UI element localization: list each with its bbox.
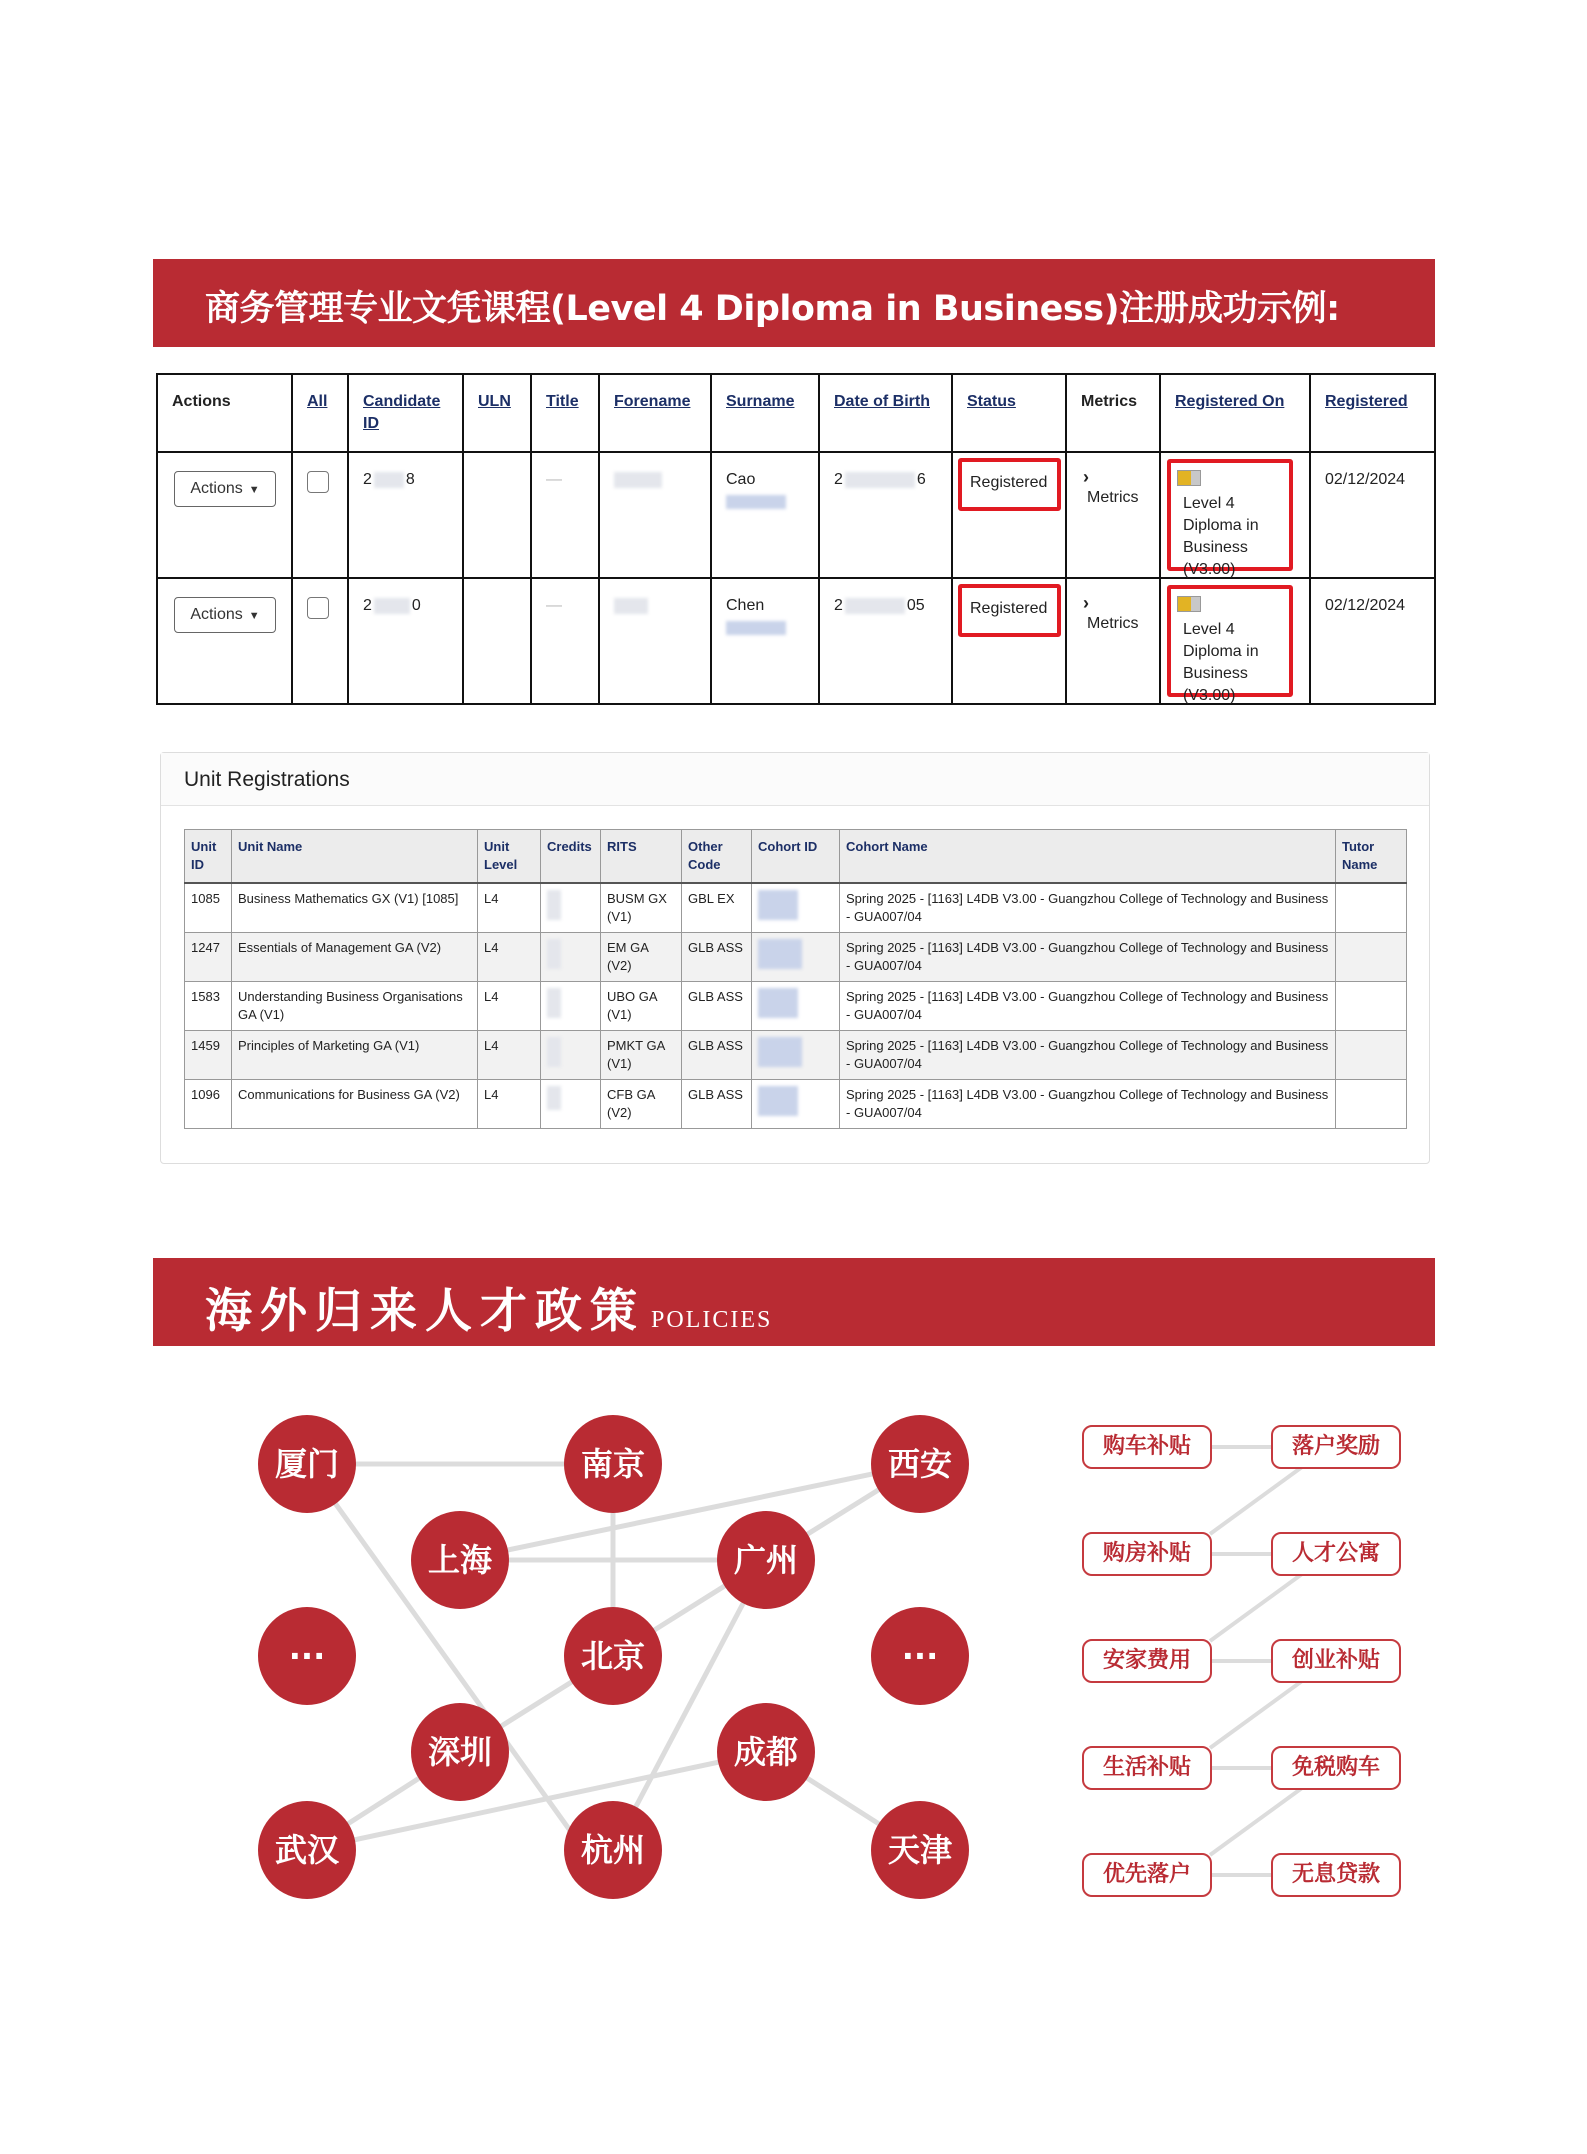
policy-priority-hukou: 优先落户 — [1082, 1853, 1212, 1897]
col-header-actions: Actions — [157, 374, 292, 452]
policy-living-subsidy: 生活补贴 — [1082, 1746, 1212, 1790]
policy-hukou-reward: 落户奖励 — [1271, 1425, 1401, 1469]
chevron-right-icon: › — [1083, 593, 1089, 613]
registered-date: 02/12/2024 — [1325, 471, 1406, 488]
unit-col-name: Unit Name — [232, 830, 478, 884]
col-header-registered[interactable]: Registered — [1310, 374, 1435, 452]
status-value: Registered — [970, 474, 1048, 491]
city-xian: 西安 — [871, 1415, 969, 1513]
policy-tax-free-car: 免税购车 — [1271, 1746, 1401, 1790]
surname: Chen — [712, 579, 818, 639]
status-value: Registered — [970, 600, 1048, 617]
unit-col-level: Unit Level — [478, 830, 541, 884]
col-header-uln[interactable]: ULN — [463, 374, 531, 452]
policy-talent-apartment: 人才公寓 — [1271, 1532, 1401, 1576]
city-wuhan: 武汉 — [258, 1801, 356, 1899]
col-header-all[interactable]: All — [292, 374, 348, 452]
col-header-surname[interactable]: Surname — [711, 374, 819, 452]
policy-startup-subsidy: 创业补贴 — [1271, 1639, 1401, 1683]
title-value: — — [546, 471, 562, 488]
table-row: 1459 Principles of Marketing GA (V1) L4 PMKT GA (V1) GLB ASS Spring 2025 - [1163] L4DB V3.00 - Guangzhou College of Technology and Business - GUA007/04 — [185, 1031, 1407, 1080]
unit-col-other-code: Other Code — [682, 830, 752, 884]
chevron-right-icon: › — [1083, 467, 1089, 487]
actions-dropdown-button[interactable]: Actions ▼ — [174, 597, 276, 633]
registered-on-value: Level 4 Diploma in Business (V3.00) — [1183, 495, 1259, 578]
city-shanghai: 上海 — [411, 1511, 509, 1609]
city-beijing: 北京 — [564, 1607, 662, 1705]
policy-settlement-fee: 安家费用 — [1082, 1639, 1212, 1683]
date-of-birth: 2 05 — [834, 597, 925, 614]
col-header-date-of-birth[interactable]: Date of Birth — [819, 374, 952, 452]
policy-car-subsidy: 购车补贴 — [1082, 1425, 1212, 1469]
unit-col-cohort-id: Cohort ID — [752, 830, 840, 884]
unit-col-cohort-name: Cohort Name — [840, 830, 1336, 884]
unit-col-rits: RITS — [601, 830, 682, 884]
candidate-id: 2 8 — [363, 471, 415, 488]
table-row: 1096 Communications for Business GA (V2) L4 CFB GA (V2) GLB ASS Spring 2025 - [1163] L4DB V3.00 - Guangzhou College of Technology and Business - GUA007/04 — [185, 1080, 1407, 1129]
city-nanjing: 南京 — [564, 1415, 662, 1513]
metrics-link[interactable]: › Metrics — [1066, 578, 1160, 704]
candidate-id: 2 0 — [363, 597, 421, 614]
banner-subtitle: POLICIES — [651, 1307, 773, 1333]
city-more-left: ··· — [258, 1607, 356, 1705]
actions-dropdown-button[interactable]: Actions ▼ — [174, 471, 276, 507]
registered-date: 02/12/2024 — [1325, 597, 1406, 614]
unit-col-id: Unit ID — [185, 830, 232, 884]
city-tianjin: 天津 — [871, 1801, 969, 1899]
caret-down-icon: ▼ — [248, 484, 260, 496]
unit-col-credits: Credits — [541, 830, 601, 884]
col-header-forename[interactable]: Forename — [599, 374, 711, 452]
policy-housing-subsidy: 购房补贴 — [1082, 1532, 1212, 1576]
registered-on-value: Level 4 Diploma in Business (V3.00) — [1183, 621, 1259, 704]
city-chengdu: 成都 — [717, 1703, 815, 1801]
city-shenzhen: 深圳 — [411, 1703, 509, 1801]
table-row: 1247 Essentials of Management GA (V2) L4 EM GA (V2) GLB ASS Spring 2025 - [1163] L4DB V3.00 - Guangzhou College of Technology and Business - GUA007/04 — [185, 933, 1407, 982]
date-of-birth: 2 6 — [834, 471, 926, 488]
city-more-right: ··· — [871, 1607, 969, 1705]
caret-down-icon: ▼ — [248, 610, 260, 622]
table-row: 1085 Business Mathematics GX (V1) [1085] L4 BUSM GX (V1) GBL EX Spring 2025 - [1163] L4DB V3.00 - Guangzhou College of Technology and Business - GUA007/04 — [185, 883, 1407, 933]
policy-interest-free-loan: 无息贷款 — [1271, 1853, 1401, 1897]
col-header-registered-on[interactable]: Registered On — [1160, 374, 1310, 452]
surname: Cao — [712, 453, 818, 513]
city-hangzhou: 杭州 — [564, 1801, 662, 1899]
metrics-link[interactable]: › Metrics — [1066, 452, 1160, 578]
col-header-candidate-id[interactable]: Candidate ID — [348, 374, 463, 452]
title-value: — — [546, 597, 562, 614]
city-xiamen: 厦门 — [258, 1415, 356, 1513]
panel-title: Unit Registrations — [184, 768, 350, 791]
col-header-metrics: Metrics — [1066, 374, 1160, 452]
table-row: 1583 Understanding Business Organisations GA (V1) L4 UBO GA (V1) GLB ASS Spring 2025 - [1163] L4DB V3.00 - Guangzhou College of Technology and Business - GUA007/04 — [185, 982, 1407, 1031]
banner-title: 海外归来人才政策 — [205, 1284, 645, 1339]
city-guangzhou: 广州 — [717, 1511, 815, 1609]
banner-title: 商务管理专业文凭课程(Level 4 Diploma in Business)注册成功示例: — [205, 289, 1340, 329]
col-header-status[interactable]: Status — [952, 374, 1066, 452]
col-header-title[interactable]: Title — [531, 374, 599, 452]
unit-col-tutor-name: Tutor Name — [1336, 830, 1407, 884]
